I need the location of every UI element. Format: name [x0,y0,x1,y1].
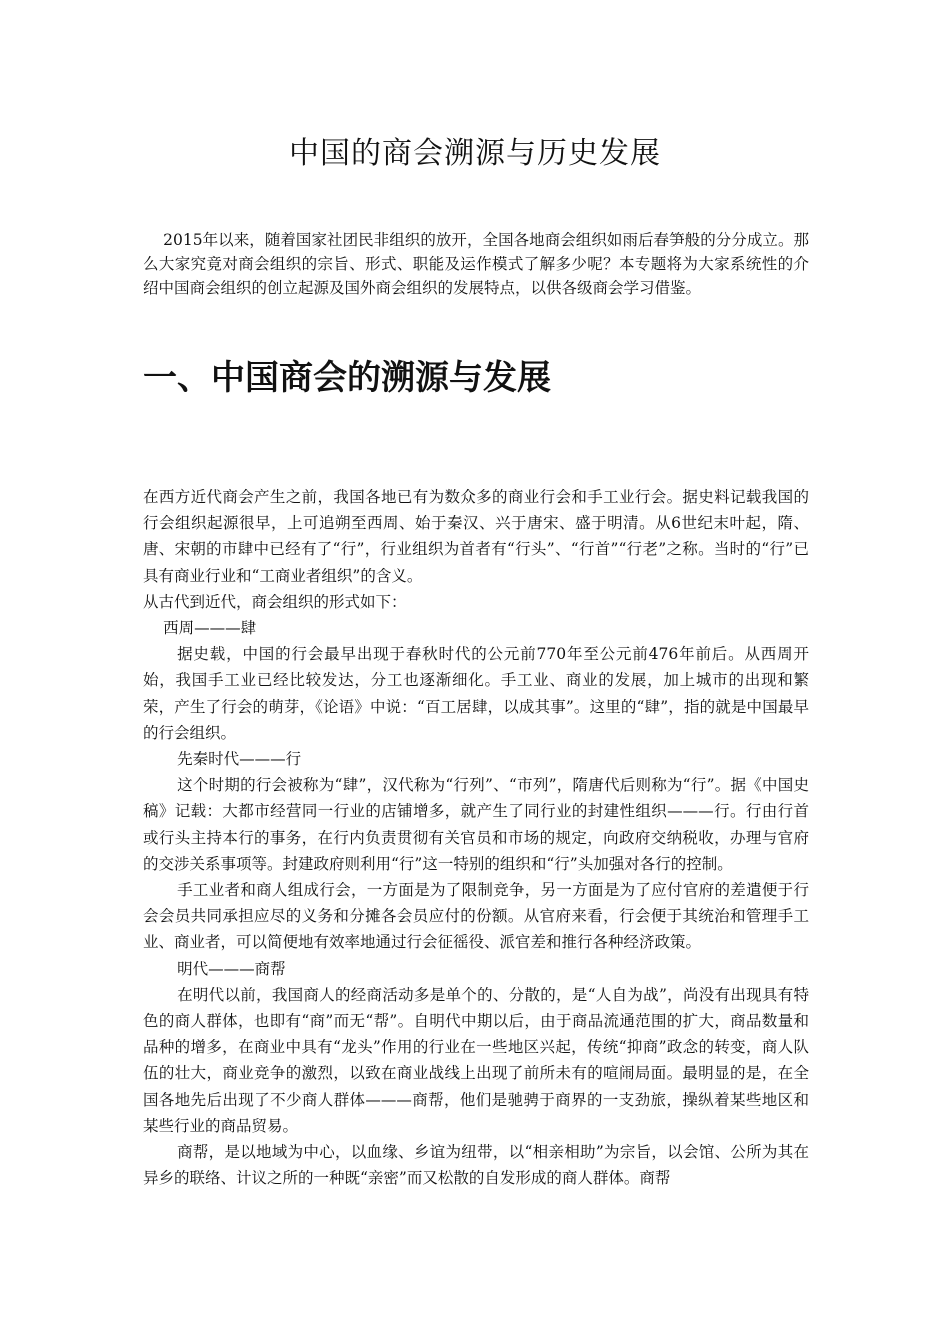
section-body [143,484,809,1191]
paragraph: 据史载，中国的行会最早出现于春秋时代的公元前770年至公元前476年前后。从西周开始，我国手工业已经比较发达，分工也逐渐细化。手工业、商业的发展，加上城市的出现和繁荣，产生了行会的萌芽，《论语》中说：“百工居肆，以成其事”。这里的“肆”，指的就是中国最早的行会组织。 [143,645,809,742]
paragraph: 在明代以前，我国商人的经商活动多是单个的、分散的，是“人自为战”，尚没有出现具有特色的商人群体，也即有“商”而无“帮”。自明代中期以后，由于商品流通范围的扩大，商品数量和品种的增多，在商业中具有“龙头”作用的行业在一些地区兴起，传统“抑商”政念的转变，商人队伍的壮大，商业竞争的激烈，以致在商业战线上出现了前所未有的喧闹局面。最明显的是，在全国各地先后出现了不少商人群体———商帮，他们是驰骋于商界的一支劲旅，操纵着某些地区和某些行业的商品贸易。 [143,985,809,1135]
section-heading: 一、中国商会的溯源与发展 [143,358,551,398]
document-title: 中国的商会溯源与历史发展 [289,136,661,171]
paragraph: 手工业者和商人组成行会，一方面是为了限制竞争，另一方面是为了应付官府的差遣便于行会会员共同承担应尽的义务和分摊各会员应付的份额。从官府来看，行会便于其统治和管理手工业、商业者，可以简便地有效率地通过行会征徭役、派官差和推行各种经济政策。 [143,881,809,952]
paragraph: 这个时期的行会被称为“肆”，汉代称为“行列”、“市列”，隋唐代后则称为“行”。据《中国史稿》记载：大都市经营同一行业的店铺增多，就产生了同行业的封建性组织———行。行由行首或行头主持本行的事务，在行内负责贯彻有关官员和市场的规定，向政府交纳税收，办理与官府的交涉关系事项等。封建政府则利用“行”这一特别的组织和“行”头加强对各行的控制。 [143,776,809,873]
paragraph: 在西方近代商会产生之前，我国各地已有为数众多的商业行会和手工业行会。据史料记载我国的行会组织起源很早，上可追朔至西周、始于秦汉、兴于唐宋、盛于明清。从6世纪末叶起，隋、唐、宋朝的市肆中已经有了“行”，行业组织为首者有“行头”、“行首”“行老”之称。当时的“行”已具有商业行业和“工商业者组织”的含义。 [143,488,809,585]
paragraph: 商帮，是以地域为中心，以血缘、乡谊为纽带，以“相亲相助”为宗旨，以会馆、公所为其在异乡的联络、计议之所的一种既“亲密”而又松散的自发形成的商人群体。商帮 [143,1143,809,1188]
intro-paragraph: 2015年以来，随着国家社团民非组织的放开，全国各地商会组织如雨后春笋般的分分成立。那么大家究竟对商会组织的宗旨、形式、职能及运作模式了解多少呢？本专题将为大家系统性的介绍中国商会组织的创立起源及国外商会组织的发展特点，以供各级商会学习借鉴。 [143,231,809,297]
subheading: 明代———商帮 [177,959,286,978]
subheading: 先秦时代———行 [177,750,302,769]
subheading: 西周———肆 [163,619,257,638]
paragraph: 从古代到近代，商会组织的形式如下： [143,592,407,611]
